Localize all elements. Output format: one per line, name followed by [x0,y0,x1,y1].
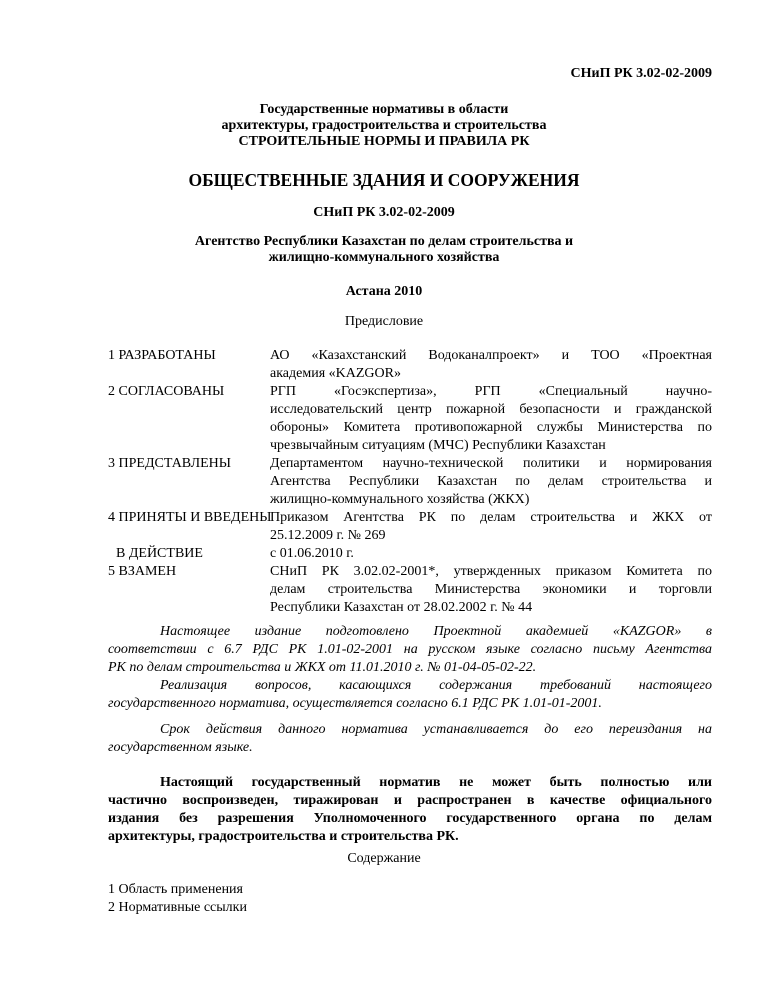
row-text: обороны» Комитета противопожарной службы Министерства по [270,420,712,435]
preface-heading: Предисловие [344,314,424,329]
row-label: 4 ПРИНЯТЫ И ВВЕДЕНЫ [108,510,272,525]
note-line: РК по делам строительства и ЖКХ от 11.01.2010 г. № 01-04-05-02-22. [108,660,537,675]
row-text: жилищно-коммунального хозяйства (ЖКХ) [270,492,530,507]
row-label: 1 РАЗРАБОТАНЫ [108,348,216,363]
row-label: В ДЕЙСТВИЕ [116,546,203,561]
row-text: академия «KAZGOR» [270,366,401,381]
notice-line: частично воспроизведен, тиражирован и распространен в качестве официального [108,793,712,808]
row-text: Департаментом научно-технической политики и нормирования [270,456,712,471]
title-line-2: архитектуры, градостроительства и строительства [221,118,547,133]
city-year: Астана 2010 [345,284,423,299]
title-line-3: СТРОИТЕЛЬНЫЕ НОРМЫ И ПРАВИЛА РК [238,134,530,149]
row-text: 25.12.2009 г. № 269 [270,528,386,543]
title-line-1: Государственные нормативы в области [259,102,509,117]
row-text: СНиП РК 3.02.02-2001*, утвержденных приказом Комитета по [270,564,712,579]
contents-heading: Содержание [347,851,421,866]
contents-item-1[interactable]: 1 Область применения [108,882,243,897]
notice-line: Настоящий государственный норматив не может быть полностью или [160,775,712,790]
note-line: Срок действия данного норматива устанавливается до его переиздания на [160,722,712,737]
row-label: 5 ВЗАМЕН [108,564,177,579]
row-text: Приказом Агентства РК по делам строительства и ЖКХ от [270,510,712,525]
row-text: делам строительства Министерства экономики и торговли [270,582,712,597]
notice-line: издания без разрешения Уполномоченного государственного органа по делам [108,811,712,826]
contents-item-2[interactable]: 2 Нормативные ссылки [108,900,247,915]
notice-line: архитектуры, градостроительства и строительства РК. [108,829,459,844]
row-text: РГП «Госэкспертиза», РГП «Специальный научно- [270,384,712,399]
row-text: исследовательский центр пожарной безопасности и гражданской [270,402,712,417]
note-line: государственного норматива, осуществляется согласно 6.1 РДС РК 1.01-01-2001. [108,696,602,711]
row-text: Агентства Республики Казахстан по делам строительства и [270,474,712,489]
row-label: 2 СОГЛАСОВАНЫ [108,384,225,399]
header-code: СНиП РК 3.02-02-2009 [570,66,712,81]
note-line: Настоящее издание подготовлено Проектной академией «KAZGOR» в [160,624,712,639]
row-label: 3 ПРЕДСТАВЛЕНЫ [108,456,231,471]
document-code: СНиП РК 3.02-02-2009 [313,205,455,220]
note-line: государственном языке. [108,740,253,755]
row-text: с 01.06.2010 г. [270,546,354,561]
main-title: ОБЩЕСТВЕННЫЕ ЗДАНИЯ И СООРУЖЕНИЯ [188,170,580,190]
row-text: АО «Казахстанский Водоканалпроект» и ТОО «Проектная [270,348,712,363]
row-text: чрезвычайным ситуациям (МЧС) Республики Казахстан [270,438,606,453]
row-text: Республики Казахстан от 28.02.2002 г. № 44 [270,600,533,615]
note-line: соответствии с 6.7 РДС РК 1.01-02-2001 на русском языке согласно письму Агентства [108,642,712,657]
agency-line-2: жилищно-коммунального хозяйства [268,250,500,265]
note-line: Реализация вопросов, касающихся содержания требований настоящего [160,678,712,693]
agency-line-1: Агентство Республики Казахстан по делам строительства и [194,234,574,249]
